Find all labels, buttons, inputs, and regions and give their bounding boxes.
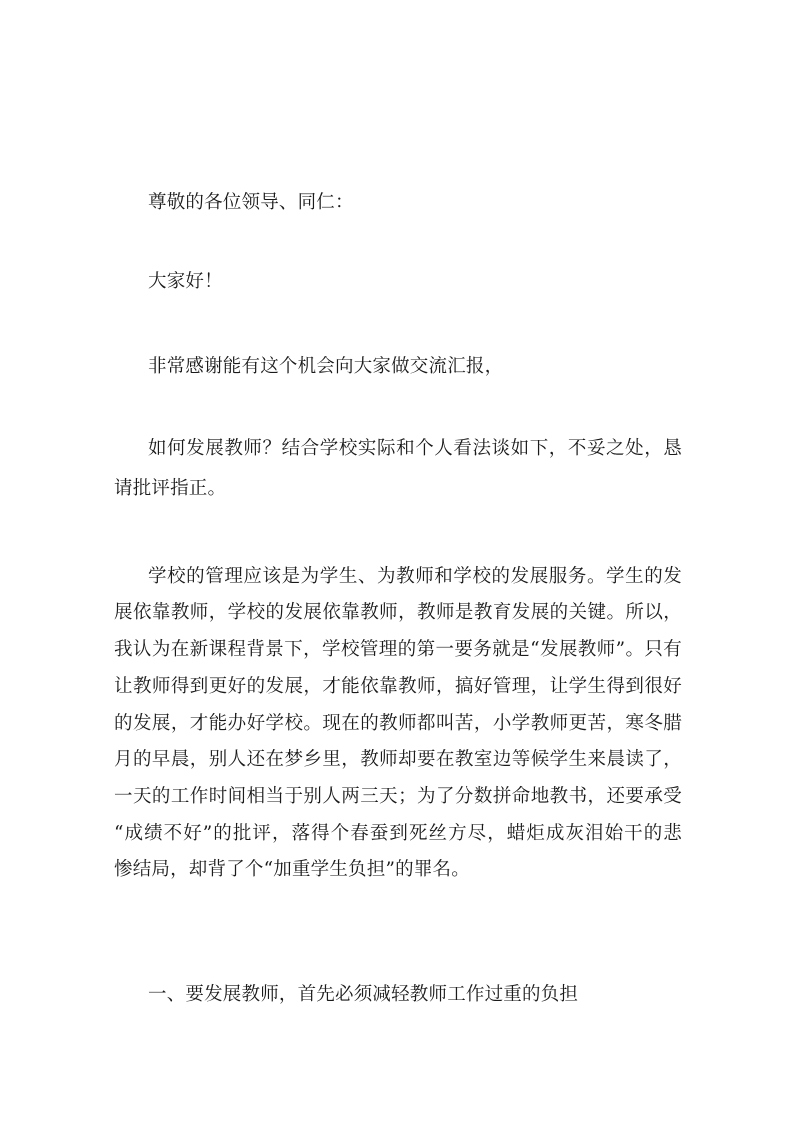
paragraph-line: 请批评指正。 xyxy=(114,478,227,499)
paragraph-line: “成绩不好”的批评，落得个春蚕到死丝方尽，蜡炬成灰泪始干的悲 xyxy=(114,823,682,844)
paragraph-line: 让教师得到更好的发展，才能依靠教师，搞好管理，让学生得到很好 xyxy=(114,676,682,697)
paragraph-line: 惨结局，却背了个“加重学生负担”的罪名。 xyxy=(114,859,470,880)
paragraph-line: 一天的工作时间相当于别人两三天；为了分数拼命地教书，还要承受 xyxy=(114,786,682,807)
paragraph-line: 月的早晨，别人还在梦乡里，教师却要在教室边等候学生来晨读了， xyxy=(114,749,682,770)
greeting: 大家好！ xyxy=(148,271,223,292)
paragraph-line: 展依靠教师，学校的发展依靠教师，教师是教育发展的关键。所以， xyxy=(114,602,682,623)
paragraph-line: 如何发展教师？结合学校实际和个人看法谈如下，不妥之处，恳 xyxy=(148,438,682,459)
paragraph-line: 我认为在新课程背景下，学校管理的第一要务就是“发展教师”。只有 xyxy=(114,639,682,660)
section-heading: 一、要发展教师，首先必须减轻教师工作过重的负担 xyxy=(148,984,579,1005)
paragraph-line: 学校的管理应该是为学生、为教师和学校的发展服务。学生的发 xyxy=(148,566,682,587)
paragraph-line: 的发展，才能办好学校。现在的教师都叫苦，小学教师更苦，寒冬腊 xyxy=(114,713,682,734)
intro-text: 非常感谢能有这个机会向大家做交流汇报， xyxy=(148,356,504,377)
salutation: 尊敬的各位领导、同仁： xyxy=(148,192,354,213)
